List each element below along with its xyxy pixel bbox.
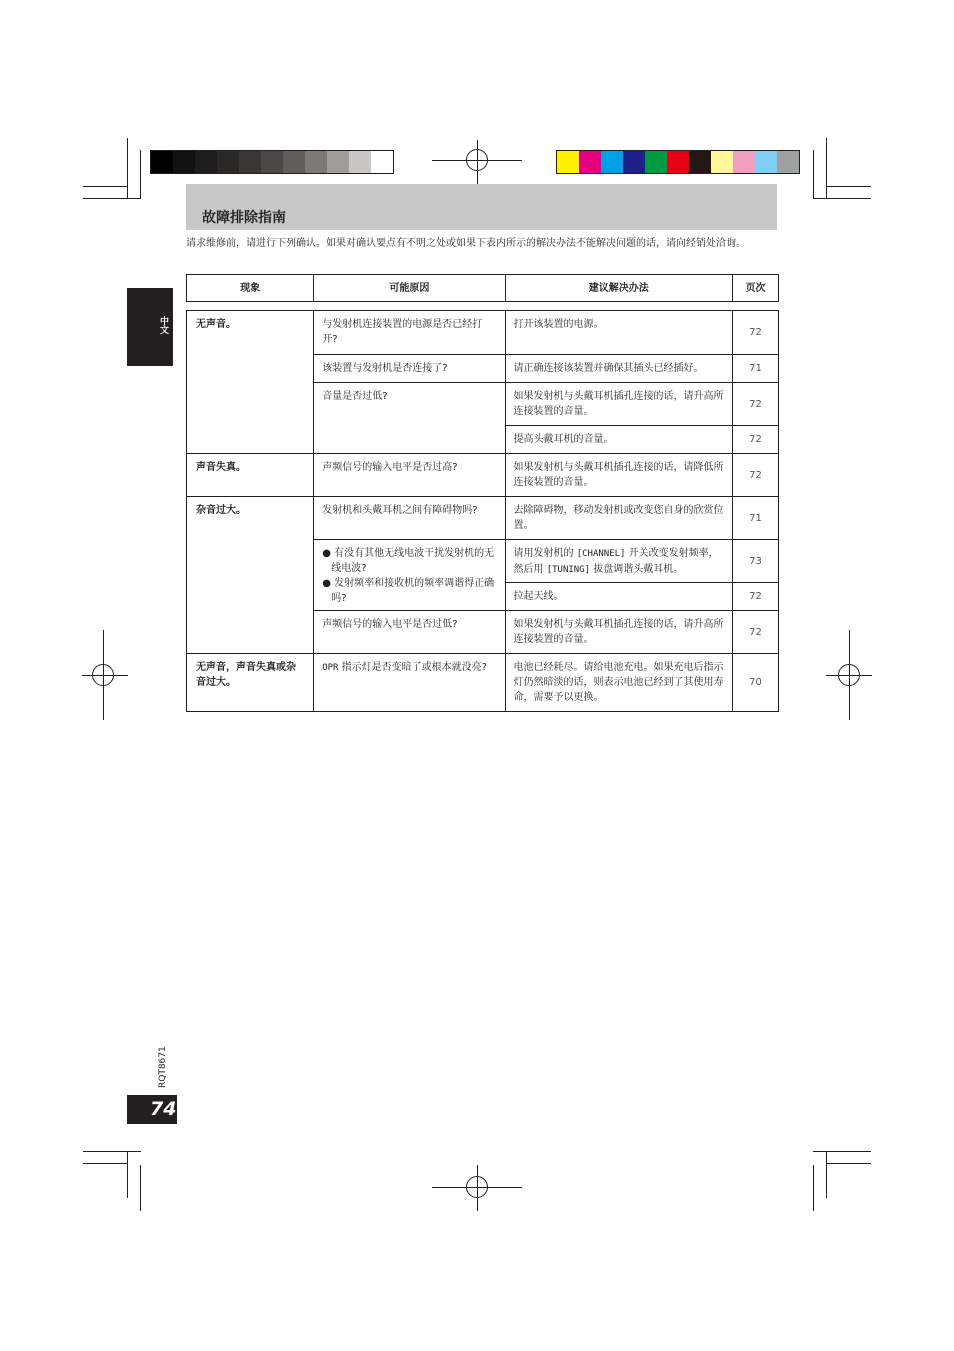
crop-mark: [127, 1152, 128, 1198]
registration-circle: [92, 664, 114, 686]
color-swatch: [195, 151, 217, 173]
header-solution: 建议解决办法: [505, 275, 732, 302]
symptom-cell: 无声音，声音失真或杂音过大。: [187, 654, 314, 712]
crop-mark: [813, 1151, 871, 1152]
crop-mark: [140, 1165, 141, 1211]
color-swatch: [261, 151, 283, 173]
color-swatch: [579, 151, 601, 173]
crop-mark: [127, 138, 128, 198]
cause-cell: 该装置与发射机是否连接了?: [314, 355, 505, 383]
page-cell: 70: [732, 654, 778, 712]
page-cell: 72: [732, 383, 778, 426]
crop-mark: [826, 1152, 827, 1198]
color-swatch: [733, 151, 755, 173]
color-bar: [556, 150, 800, 174]
solution-cell: 去除障碍物，移动发射机或改变您自身的欣赏位置。: [505, 497, 732, 540]
cause-bullet: ● 有没有其他无线电波干扰发射机的无线电波?: [322, 548, 495, 574]
color-swatch: [371, 151, 393, 173]
table-row: [187, 497, 779, 540]
solution-cell: 打开该装置的电源。: [505, 311, 732, 355]
page-title: 故障排除指南: [202, 210, 286, 226]
solution-cell: 如果发射机与头戴耳机插孔连接的话，请升高所连接装置的音量。: [505, 611, 732, 654]
crop-mark: [826, 1163, 871, 1164]
header-symptom: 现象: [187, 275, 314, 302]
color-swatch: [349, 151, 371, 173]
cause-cell: [314, 540, 505, 611]
page-cell: 72: [732, 454, 778, 497]
header-page: 页次: [732, 275, 778, 302]
color-swatch: [601, 151, 623, 173]
color-swatch: [173, 151, 195, 173]
solution-cell: 拉起天线。: [505, 583, 732, 611]
color-swatch: [645, 151, 667, 173]
solution-cell: 如果发射机与头戴耳机插孔连接的话，请升高所连接装置的音量。: [505, 383, 732, 426]
language-tab-label: 中文: [158, 316, 168, 334]
table-row: [187, 454, 779, 497]
cause-cell: 声频信号的输入电平是否过低?: [314, 611, 505, 654]
page-cell: 72: [732, 583, 778, 611]
color-swatch: [327, 151, 349, 173]
header-cause: 可能原因: [314, 275, 505, 302]
crop-mark: [826, 138, 827, 198]
solution-cell: 请正确连接该装置并确保其插头已经插好。: [505, 355, 732, 383]
crop-mark: [83, 1151, 141, 1152]
page-number: 74: [150, 1098, 177, 1120]
color-swatch: [239, 151, 261, 173]
color-swatch: [711, 151, 733, 173]
registration-circle: [466, 149, 488, 171]
page-cell: 72: [732, 611, 778, 654]
color-swatch: [557, 151, 579, 173]
symptom-cell: 杂音过大。: [187, 497, 314, 654]
crop-mark: [83, 198, 141, 199]
color-swatch: [623, 151, 645, 173]
crop-mark: [813, 198, 871, 199]
registration-circle: [838, 664, 860, 686]
symptom-cell: 无声音。: [187, 311, 314, 454]
color-swatch: [305, 151, 327, 173]
color-swatch: [689, 151, 711, 173]
cause-cell: OPR 指示灯是否变暗了或根本就没亮?: [314, 654, 505, 712]
crop-mark: [83, 186, 128, 187]
color-swatch: [777, 151, 799, 173]
page-cell: 73: [732, 540, 778, 583]
page-cell: 72: [732, 426, 778, 454]
opr-label: OPR: [322, 663, 339, 673]
cause-cell: 音量是否过低?: [314, 383, 505, 454]
page-cell: 72: [732, 311, 778, 355]
page-cell: 71: [732, 497, 778, 540]
table-header: [186, 274, 779, 302]
solution-cell: 如果发射机与头戴耳机插孔连接的话，请降低所连接装置的音量。: [505, 454, 732, 497]
registration-circle: [466, 1176, 488, 1198]
table-row: [187, 654, 779, 712]
cause-bullet: ● 发射频率和接收机的频率调谐得正确吗?: [322, 578, 495, 604]
symptom-cell: 声音失真。: [187, 454, 314, 497]
troubleshooting-table: [186, 310, 779, 712]
color-swatch: [667, 151, 689, 173]
channel-label: [CHANNEL]: [576, 549, 626, 559]
cause-cell: 声频信号的输入电平是否过高?: [314, 454, 505, 497]
crop-mark: [83, 1163, 128, 1164]
crop-mark: [813, 150, 814, 198]
color-swatch: [217, 151, 239, 173]
grayscale-bar: [150, 150, 394, 174]
cause-cell: 发射机和头戴耳机之间有障碍物吗?: [314, 497, 505, 540]
intro-text: 请求维修前，请进行下列确认。如果对确认要点有不明之处或如果下表内所示的解决办法不能解决问题的话，请向经销处洽询。: [186, 238, 746, 249]
crop-mark: [813, 1165, 814, 1211]
color-swatch: [151, 151, 173, 173]
table-row: [187, 311, 779, 355]
solution-cell: 请用发射机的 [CHANNEL] 开关改变发射频率，然后用 [TUNING] 拔盘调谐头戴耳机。: [505, 540, 732, 583]
cause-cell: 与发射机连接装置的电源是否已经打开?: [314, 311, 505, 355]
language-tab: [127, 288, 173, 366]
page-cell: 71: [732, 355, 778, 383]
crop-mark: [140, 150, 141, 198]
solution-cell: 提高头戴耳机的音量。: [505, 426, 732, 454]
crop-mark: [826, 186, 871, 187]
solution-cell: 电池已经耗尽。请给电池充电。如果充电后指示灯仍然暗淡的话，则表示电池已经到了其使用寿命，需要予以更换。: [505, 654, 732, 712]
color-swatch: [755, 151, 777, 173]
tuning-label: [TUNING]: [546, 565, 591, 575]
model-code: RQT8671: [158, 1046, 168, 1088]
color-swatch: [283, 151, 305, 173]
